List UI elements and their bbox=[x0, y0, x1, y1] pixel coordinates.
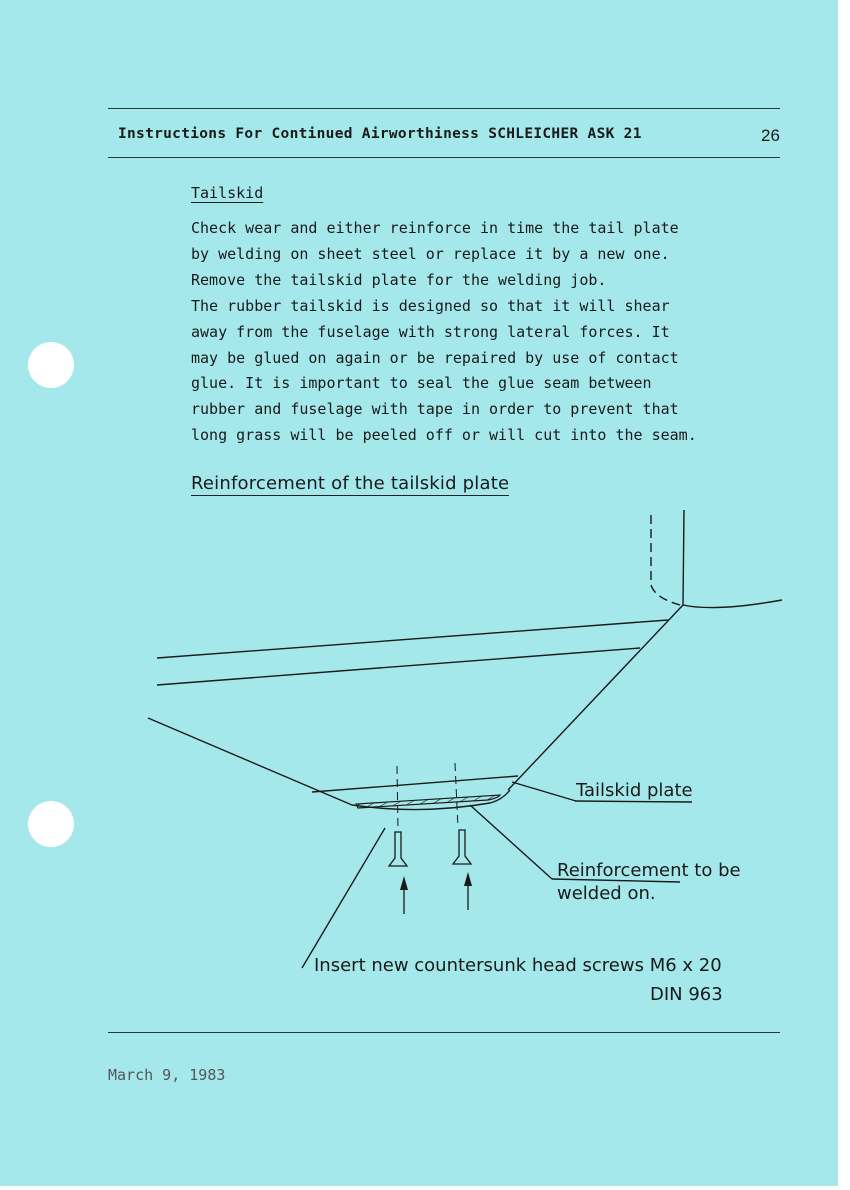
reinforcement-hatched-strip bbox=[356, 795, 500, 808]
body-line: away from the fuselage with strong lateral forces. It bbox=[191, 322, 670, 341]
label-reinforcement-line1: Reinforcement to be bbox=[557, 860, 741, 881]
section-heading: Tailskid bbox=[191, 184, 264, 202]
reinforcement-leader bbox=[470, 805, 552, 879]
tailskid-plate-underline bbox=[575, 801, 692, 802]
body-line: rubber and fuselage with tape in order to prevent that bbox=[191, 400, 679, 419]
middle-structure-line bbox=[157, 648, 640, 685]
rudder-dashed-line bbox=[651, 515, 680, 605]
screws-leader bbox=[302, 828, 385, 968]
punch-hole-top bbox=[28, 342, 74, 388]
label-tailskid-plate: Tailskid plate bbox=[576, 780, 693, 801]
page-number: 26 bbox=[761, 126, 780, 145]
fuselage-bottom-line bbox=[148, 718, 510, 810]
body-line: by welding on sheet steel or replace it by a new one. bbox=[191, 244, 670, 263]
body-line: The rubber tailskid is designed so that it will shear bbox=[191, 296, 670, 315]
document-title: Instructions For Continued Airworthiness SCHLEICHER ASK 21 bbox=[118, 126, 642, 142]
aft-fuselage-line bbox=[508, 605, 683, 790]
punch-hole-bottom bbox=[28, 801, 74, 847]
rudder-post-line bbox=[683, 510, 684, 605]
document-date: March 9, 1983 bbox=[108, 1066, 226, 1084]
screw-left-icon bbox=[389, 832, 407, 866]
body-line: long grass will be peeled off or will cut into the seam. bbox=[191, 426, 697, 445]
body-line: glue. It is important to seal the glue seam between bbox=[191, 374, 652, 393]
label-screws-line2: DIN 963 bbox=[650, 984, 723, 1005]
fuselage-top-line bbox=[683, 600, 782, 608]
body-line: Remove the tailskid plate for the welding job. bbox=[191, 270, 607, 289]
tailskid-plate-top-line bbox=[312, 776, 518, 792]
tailskid-plate-leader bbox=[512, 782, 576, 801]
arrow-left-head-icon bbox=[400, 876, 408, 890]
footer-rule bbox=[108, 1032, 780, 1033]
body-line: may be glued on again or be repaired by use of contact bbox=[191, 348, 679, 367]
label-screws-line1: Insert new countersunk head screws M6 x 20 bbox=[314, 955, 722, 976]
label-reinforcement-line2: welded on. bbox=[557, 883, 656, 904]
screw-right-icon bbox=[453, 830, 471, 864]
screw-axis-left bbox=[397, 766, 398, 830]
body-line: Check wear and either reinforce in time the tail plate bbox=[191, 219, 679, 237]
arrow-right-head-icon bbox=[464, 872, 472, 886]
screw-axis-right bbox=[455, 763, 458, 828]
figure-title: Reinforcement of the tailskid plate bbox=[191, 473, 510, 494]
